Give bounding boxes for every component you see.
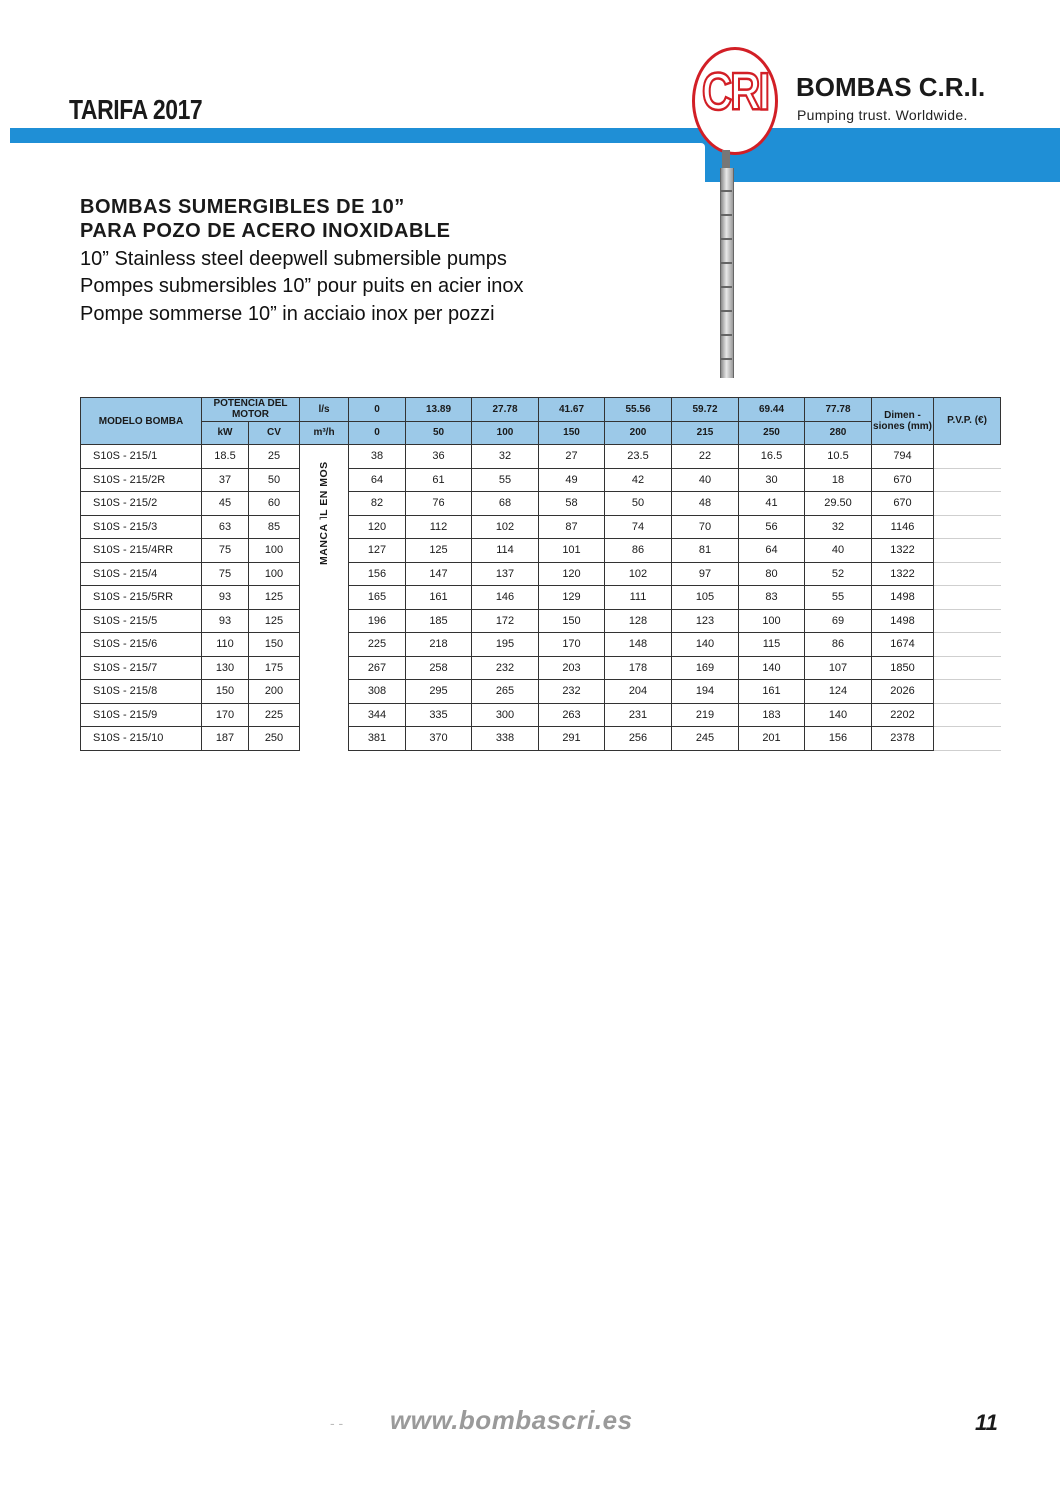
head-cell: 125 bbox=[406, 539, 472, 563]
title-french: Pompes submersibles 10” pour puits en acier inox bbox=[80, 275, 524, 297]
table-row bbox=[81, 539, 1001, 563]
brand-name: BOMBAS C.R.I. bbox=[796, 72, 986, 102]
price-table bbox=[80, 397, 1001, 751]
header-band-cut bbox=[10, 143, 705, 183]
table-row bbox=[81, 656, 1001, 680]
head-cell: 263 bbox=[539, 703, 605, 727]
table-row bbox=[81, 445, 1001, 469]
header-flow-m3h: 50 bbox=[406, 421, 472, 445]
head-cell: 74 bbox=[605, 515, 672, 539]
table-row bbox=[81, 609, 1001, 633]
head-cell: 203 bbox=[539, 656, 605, 680]
head-cell: 150 bbox=[539, 609, 605, 633]
head-cell: 40 bbox=[672, 468, 739, 492]
header-flow-ls: 55.56 bbox=[605, 398, 672, 422]
cv-cell: 150 bbox=[249, 633, 300, 657]
head-cell: 49 bbox=[539, 468, 605, 492]
model-cell: S10S - 215/3 bbox=[81, 515, 202, 539]
page-number: 11 bbox=[975, 1410, 998, 1435]
kw-cell: 170 bbox=[202, 703, 249, 727]
dimension-cell: 1850 bbox=[872, 656, 934, 680]
head-cell: 183 bbox=[739, 703, 805, 727]
head-cell: 102 bbox=[605, 562, 672, 586]
head-cell: 267 bbox=[349, 656, 406, 680]
head-cell: 308 bbox=[349, 680, 406, 704]
dimension-cell: 1498 bbox=[872, 609, 934, 633]
head-cell: 101 bbox=[539, 539, 605, 563]
price-cell bbox=[934, 539, 1001, 563]
head-cell: 156 bbox=[805, 727, 872, 751]
table-row bbox=[81, 562, 1001, 586]
header-flow-ls: 41.67 bbox=[539, 398, 605, 422]
price-cell bbox=[934, 515, 1001, 539]
head-cell: 55 bbox=[805, 586, 872, 610]
header-flow-m3h: 200 bbox=[605, 421, 672, 445]
kw-cell: 45 bbox=[202, 492, 249, 516]
header-flow-m3h: 150 bbox=[539, 421, 605, 445]
head-cell: 129 bbox=[539, 586, 605, 610]
price-cell bbox=[934, 680, 1001, 704]
dimension-cell: 2026 bbox=[872, 680, 934, 704]
head-cell: 22 bbox=[672, 445, 739, 469]
table-row bbox=[81, 586, 1001, 610]
head-cell: 16.5 bbox=[739, 445, 805, 469]
head-cell: 140 bbox=[672, 633, 739, 657]
head-cell: 245 bbox=[672, 727, 739, 751]
head-cell: 36 bbox=[406, 445, 472, 469]
table-row bbox=[81, 633, 1001, 657]
head-cell: 80 bbox=[739, 562, 805, 586]
head-cell: 55 bbox=[472, 468, 539, 492]
price-cell bbox=[934, 586, 1001, 610]
price-cell bbox=[934, 703, 1001, 727]
head-cell: 86 bbox=[605, 539, 672, 563]
head-cell: 265 bbox=[472, 680, 539, 704]
kw-cell: 75 bbox=[202, 539, 249, 563]
head-cell: 161 bbox=[406, 586, 472, 610]
head-cell: 41 bbox=[739, 492, 805, 516]
kw-cell: 150 bbox=[202, 680, 249, 704]
header-flow-m3h: 100 bbox=[472, 421, 539, 445]
dimension-cell: 1322 bbox=[872, 562, 934, 586]
model-cell: S10S - 215/2 bbox=[81, 492, 202, 516]
head-cell: 111 bbox=[605, 586, 672, 610]
model-cell: S10S - 215/1 bbox=[81, 445, 202, 469]
header-flow-ls: 27.78 bbox=[472, 398, 539, 422]
header-kw: kW bbox=[202, 421, 249, 445]
head-cell: 105 bbox=[672, 586, 739, 610]
head-cell: 137 bbox=[472, 562, 539, 586]
header-flow-m3h: 215 bbox=[672, 421, 739, 445]
kw-cell: 110 bbox=[202, 633, 249, 657]
table-row bbox=[81, 468, 1001, 492]
header-flow-m3h: 250 bbox=[739, 421, 805, 445]
head-cell: 48 bbox=[672, 492, 739, 516]
head-cell: 370 bbox=[406, 727, 472, 751]
head-cell: 42 bbox=[605, 468, 672, 492]
head-cell: 115 bbox=[739, 633, 805, 657]
head-cell: 140 bbox=[739, 656, 805, 680]
head-cell: 120 bbox=[349, 515, 406, 539]
head-cell: 148 bbox=[605, 633, 672, 657]
model-cell: S10S - 215/4 bbox=[81, 562, 202, 586]
head-cell: 256 bbox=[605, 727, 672, 751]
kw-cell: 187 bbox=[202, 727, 249, 751]
head-cell: 161 bbox=[739, 680, 805, 704]
dimension-cell: 1322 bbox=[872, 539, 934, 563]
model-cell: S10S - 215/5 bbox=[81, 609, 202, 633]
head-cell: 335 bbox=[406, 703, 472, 727]
header-potencia: POTENCIA DEL MOTOR bbox=[202, 398, 300, 422]
title-line-1: BOMBAS SUMERGIBLES DE 10” bbox=[80, 196, 405, 218]
head-cell: 291 bbox=[539, 727, 605, 751]
cv-cell: 200 bbox=[249, 680, 300, 704]
price-cell bbox=[934, 727, 1001, 751]
dimension-cell: 1146 bbox=[872, 515, 934, 539]
dimension-cell: 670 bbox=[872, 492, 934, 516]
head-cell: 120 bbox=[539, 562, 605, 586]
head-cell: 344 bbox=[349, 703, 406, 727]
model-cell: S10S - 215/7 bbox=[81, 656, 202, 680]
product-title bbox=[80, 195, 450, 243]
price-cell bbox=[934, 609, 1001, 633]
table-row bbox=[81, 680, 1001, 704]
head-cell: 50 bbox=[605, 492, 672, 516]
cri-logo-text: CRI bbox=[701, 62, 769, 121]
dimension-cell: 670 bbox=[872, 468, 934, 492]
head-cell: 61 bbox=[406, 468, 472, 492]
head-cell: 86 bbox=[805, 633, 872, 657]
head-cell: 114 bbox=[472, 539, 539, 563]
head-cell: 87 bbox=[539, 515, 605, 539]
head-cell: 56 bbox=[739, 515, 805, 539]
header-flow-ls: 13.89 bbox=[406, 398, 472, 422]
cv-cell: 25 bbox=[249, 445, 300, 469]
head-cell: 201 bbox=[739, 727, 805, 751]
dimension-cell: 1674 bbox=[872, 633, 934, 657]
kw-cell: 93 bbox=[202, 586, 249, 610]
head-cell: 97 bbox=[672, 562, 739, 586]
model-cell: S10S - 215/8 bbox=[81, 680, 202, 704]
head-cell: 231 bbox=[605, 703, 672, 727]
head-cell: 32 bbox=[805, 515, 872, 539]
model-cell: S10S - 215/10 bbox=[81, 727, 202, 751]
head-cell: 27 bbox=[539, 445, 605, 469]
cv-cell: 225 bbox=[249, 703, 300, 727]
head-cell: 70 bbox=[672, 515, 739, 539]
head-cell: 81 bbox=[672, 539, 739, 563]
head-cell: 147 bbox=[406, 562, 472, 586]
title-italian: Pompe sommerse 10” in acciaio inox per pozzi bbox=[80, 303, 495, 325]
head-cell: 195 bbox=[472, 633, 539, 657]
head-cell: 69 bbox=[805, 609, 872, 633]
pump-image-cap bbox=[722, 150, 730, 170]
cv-cell: 250 bbox=[249, 727, 300, 751]
head-cell: 232 bbox=[539, 680, 605, 704]
title-english: 10” Stainless steel deepwell submersible pumps bbox=[80, 248, 507, 270]
head-cell: 338 bbox=[472, 727, 539, 751]
table-row bbox=[81, 515, 1001, 539]
header-flow-m3h: 280 bbox=[805, 421, 872, 445]
price-cell bbox=[934, 468, 1001, 492]
head-cell: 83 bbox=[739, 586, 805, 610]
model-cell: S10S - 215/9 bbox=[81, 703, 202, 727]
head-cell: 128 bbox=[605, 609, 672, 633]
model-cell: S10S - 215/5RR bbox=[81, 586, 202, 610]
cv-cell: 50 bbox=[249, 468, 300, 492]
header-flow-ls: 59.72 bbox=[672, 398, 739, 422]
kw-cell: 130 bbox=[202, 656, 249, 680]
kw-cell: 63 bbox=[202, 515, 249, 539]
head-cell: 381 bbox=[349, 727, 406, 751]
head-cell: 64 bbox=[739, 539, 805, 563]
head-cell: 123 bbox=[672, 609, 739, 633]
price-cell bbox=[934, 562, 1001, 586]
kw-cell: 18.5 bbox=[202, 445, 249, 469]
price-cell bbox=[934, 633, 1001, 657]
head-cell: 58 bbox=[539, 492, 605, 516]
brand-slogan: Pumping trust. Worldwide. bbox=[797, 107, 968, 123]
price-cell bbox=[934, 445, 1001, 469]
model-cell: S10S - 215/6 bbox=[81, 633, 202, 657]
dimension-cell: 2378 bbox=[872, 727, 934, 751]
header-m3h: m³/h bbox=[300, 421, 349, 445]
head-cell: 300 bbox=[472, 703, 539, 727]
header-modelo: MODELO BOMBA bbox=[81, 398, 202, 445]
head-cell: 225 bbox=[349, 633, 406, 657]
head-cell: 82 bbox=[349, 492, 406, 516]
table-row bbox=[81, 703, 1001, 727]
head-cell: 146 bbox=[472, 586, 539, 610]
header-ls: l/s bbox=[300, 398, 349, 422]
head-cell: 196 bbox=[349, 609, 406, 633]
head-cell: 178 bbox=[605, 656, 672, 680]
head-cell: 170 bbox=[539, 633, 605, 657]
dimension-cell: 794 bbox=[872, 445, 934, 469]
head-cell: 156 bbox=[349, 562, 406, 586]
kw-cell: 37 bbox=[202, 468, 249, 492]
head-cell: 10.5 bbox=[805, 445, 872, 469]
website-url[interactable]: www.bombascri.es bbox=[390, 1405, 633, 1435]
head-cell: 112 bbox=[406, 515, 472, 539]
head-cell: 30 bbox=[739, 468, 805, 492]
header-row-2 bbox=[81, 421, 1001, 445]
header-flow-m3h: 0 bbox=[349, 421, 406, 445]
vertical-label: MANCA ˥L EN MOS bbox=[318, 461, 330, 565]
head-cell: 295 bbox=[406, 680, 472, 704]
footer-dots: - - bbox=[330, 1415, 344, 1431]
header-flow-ls: 77.78 bbox=[805, 398, 872, 422]
header-row-1 bbox=[81, 398, 1001, 422]
head-cell: 232 bbox=[472, 656, 539, 680]
head-cell: 169 bbox=[672, 656, 739, 680]
price-cell bbox=[934, 656, 1001, 680]
kw-cell: 75 bbox=[202, 562, 249, 586]
kw-cell: 93 bbox=[202, 609, 249, 633]
head-cell: 204 bbox=[605, 680, 672, 704]
cv-cell: 175 bbox=[249, 656, 300, 680]
pump-image-segments bbox=[720, 168, 732, 378]
head-cell: 102 bbox=[472, 515, 539, 539]
model-cell: S10S - 215/4RR bbox=[81, 539, 202, 563]
head-cell: 194 bbox=[672, 680, 739, 704]
table-row bbox=[81, 492, 1001, 516]
head-cell: 124 bbox=[805, 680, 872, 704]
head-cell: 23.5 bbox=[605, 445, 672, 469]
head-cell: 218 bbox=[406, 633, 472, 657]
head-cell: 68 bbox=[472, 492, 539, 516]
head-cell: 185 bbox=[406, 609, 472, 633]
cv-cell: 125 bbox=[249, 609, 300, 633]
cv-cell: 85 bbox=[249, 515, 300, 539]
head-cell: 40 bbox=[805, 539, 872, 563]
cv-cell: 100 bbox=[249, 562, 300, 586]
head-cell: 127 bbox=[349, 539, 406, 563]
dimension-cell: 2202 bbox=[872, 703, 934, 727]
header-flow-ls: 69.44 bbox=[739, 398, 805, 422]
title-line-2: PARA POZO DE ACERO INOXIDABLE bbox=[80, 220, 451, 242]
tarifa-title: TARIFA 2017 bbox=[69, 94, 203, 125]
header-pvp: P.V.P. (€) bbox=[934, 398, 1001, 445]
head-cell: 219 bbox=[672, 703, 739, 727]
table-row bbox=[81, 727, 1001, 751]
cv-cell: 60 bbox=[249, 492, 300, 516]
head-cell: 18 bbox=[805, 468, 872, 492]
cv-cell: 100 bbox=[249, 539, 300, 563]
cv-cell: 125 bbox=[249, 586, 300, 610]
price-cell bbox=[934, 492, 1001, 516]
head-cell: 38 bbox=[349, 445, 406, 469]
head-cell: 52 bbox=[805, 562, 872, 586]
header-dimensions: Dimen -siones (mm) bbox=[872, 398, 934, 445]
head-cell: 76 bbox=[406, 492, 472, 516]
head-cell: 64 bbox=[349, 468, 406, 492]
dimension-cell: 1498 bbox=[872, 586, 934, 610]
head-cell: 29.50 bbox=[805, 492, 872, 516]
head-cell: 32 bbox=[472, 445, 539, 469]
head-cell: 107 bbox=[805, 656, 872, 680]
header-cv: CV bbox=[249, 421, 300, 445]
head-cell: 258 bbox=[406, 656, 472, 680]
head-cell: 100 bbox=[739, 609, 805, 633]
head-cell: 165 bbox=[349, 586, 406, 610]
head-cell: 172 bbox=[472, 609, 539, 633]
header-flow-ls: 0 bbox=[349, 398, 406, 422]
head-cell: 140 bbox=[805, 703, 872, 727]
model-cell: S10S - 215/2R bbox=[81, 468, 202, 492]
